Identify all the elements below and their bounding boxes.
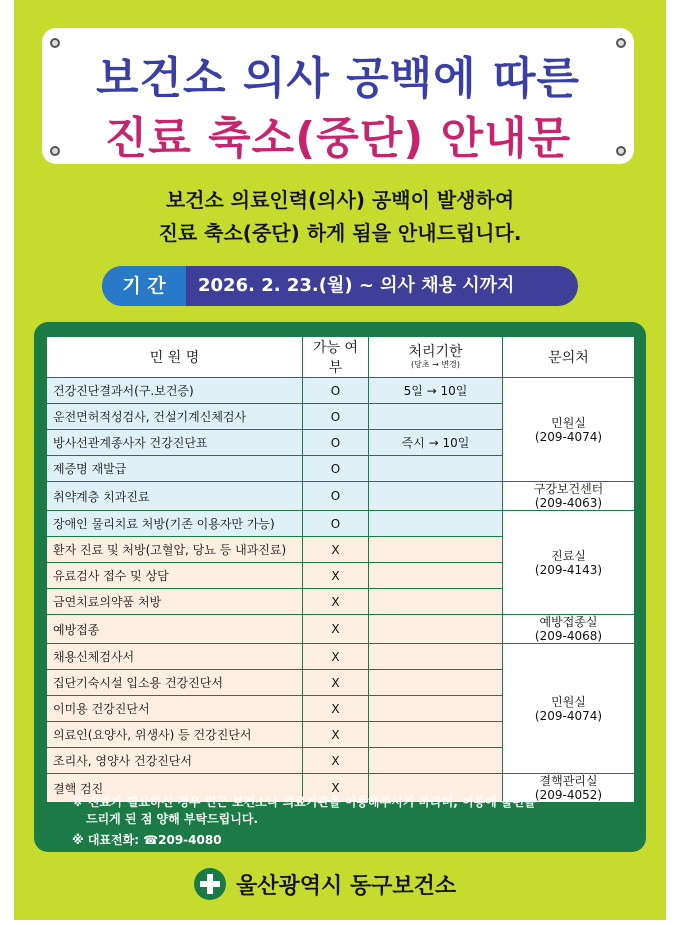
- row-availability: X: [303, 563, 369, 589]
- header-availability: 가능 여부: [303, 337, 369, 378]
- footer: [194, 866, 456, 902]
- row-availability: O: [303, 456, 369, 482]
- period-value: 2026. 2. 23.(월) ~ 의사 채용 시까지: [198, 275, 515, 296]
- header-deadline-main: 처리기한: [408, 344, 463, 360]
- intro-line-2: 진료 축소(중단) 하게 됨을 안내드립니다.: [158, 221, 522, 245]
- row-name: 금연치료의약품 처방: [47, 589, 303, 615]
- contact-cell: [503, 615, 635, 644]
- row-deadline: [369, 563, 503, 589]
- row-name: 건강진단결과서(구.보건증): [47, 378, 303, 404]
- row-availability: X: [303, 722, 369, 748]
- notes: [72, 794, 632, 849]
- row-deadline: [369, 589, 503, 615]
- contact-tel: (209-4074): [534, 708, 603, 723]
- contact-cell: [503, 378, 635, 482]
- contact-dept: 민원실: [551, 694, 586, 709]
- row-availability: X: [303, 774, 369, 803]
- note-line-1: ※ 진료가 필요하신 경우 인근 보건소나 의료기관을 이용해주시기 바라며, 이용에 불편을: [72, 795, 536, 809]
- contact-tel: (209-4063): [534, 496, 603, 510]
- row-availability: X: [303, 670, 369, 696]
- row-name: 예방접종: [47, 615, 303, 644]
- header-name: 민 원 명: [47, 337, 303, 378]
- row-deadline: [369, 404, 503, 430]
- row-name: 의료인(요양사, 위생사) 등 건강진단서: [47, 722, 303, 748]
- notice-poster: [14, 0, 666, 920]
- header-deadline: [369, 337, 503, 378]
- health-center-logo-icon: [194, 868, 226, 900]
- header-deadline-sub: (당초 → 변경): [411, 360, 460, 369]
- row-name: 채용신체검사서: [47, 644, 303, 670]
- table-row: [47, 644, 635, 670]
- period-banner: [102, 266, 578, 306]
- table-header-row: [47, 337, 635, 378]
- row-deadline: [369, 456, 503, 482]
- service-table: [46, 336, 635, 803]
- row-name: 장애인 물리치료 처방(기존 이용자만 가능): [47, 511, 303, 537]
- contact-dept: 예방접종실: [539, 615, 598, 629]
- row-name: 취약계층 치과진료: [47, 482, 303, 511]
- row-name: 제증명 재발급: [47, 456, 303, 482]
- contact-dept: 결핵관리실: [539, 774, 598, 788]
- row-availability: O: [303, 378, 369, 404]
- row-deadline: [369, 644, 503, 670]
- row-deadline: [369, 722, 503, 748]
- row-availability: X: [303, 615, 369, 644]
- row-deadline: [369, 537, 503, 563]
- row-deadline: 5일 → 10일: [369, 378, 503, 404]
- contact-cell: [503, 482, 635, 511]
- title-line-1: 보건소 의사 공백에 따른: [96, 53, 580, 104]
- row-name: 이미용 건강진단서: [47, 696, 303, 722]
- contact-cell: [503, 511, 635, 615]
- row-deadline: [369, 748, 503, 774]
- table-row: [47, 378, 635, 404]
- table-row: [47, 511, 635, 537]
- note-line-2: 드리게 된 점 양해 부탁드립니다.: [86, 812, 258, 826]
- table-row: [47, 482, 635, 511]
- row-name: 유료검사 접수 및 상담: [47, 563, 303, 589]
- note-phone: ※ 대표전화: ☎209-4080: [72, 833, 222, 847]
- row-name: 방사선관계종사자 건강진단표: [47, 430, 303, 456]
- row-name: 운전면허적성검사, 건설기계신체검사: [47, 404, 303, 430]
- contact-tel: (209-4068): [534, 629, 603, 643]
- row-availability: O: [303, 482, 369, 511]
- row-deadline: 즉시 → 10일: [369, 430, 503, 456]
- row-availability: X: [303, 644, 369, 670]
- row-name: 조리사, 영양사 건강진단서: [47, 748, 303, 774]
- row-deadline: [369, 511, 503, 537]
- row-name: 환자 진료 및 처방(고혈압, 당뇨 등 내과진료): [47, 537, 303, 563]
- title-line-2: 진료 축소(중단) 안내문: [104, 113, 572, 164]
- contact-tel: (209-4052): [534, 788, 603, 802]
- row-availability: O: [303, 511, 369, 537]
- row-availability: X: [303, 589, 369, 615]
- row-availability: X: [303, 537, 369, 563]
- row-availability: O: [303, 404, 369, 430]
- contact-dept: 진료실: [551, 548, 586, 563]
- table-row: [47, 615, 635, 644]
- org-name: 울산광역시 동구보건소: [236, 873, 457, 899]
- intro-line-1: 보건소 의료인력(의사) 공백이 발생하여: [165, 188, 515, 212]
- contact-tel: (209-4143): [534, 562, 603, 577]
- header-contact: 문의처: [503, 337, 635, 378]
- row-name: 집단기숙시설 입소용 건강진단서: [47, 670, 303, 696]
- row-availability: O: [303, 430, 369, 456]
- period-label: 기 간: [102, 266, 186, 306]
- contact-tel: (209-4074): [534, 429, 603, 444]
- row-name: 결핵 검진: [47, 774, 303, 803]
- row-deadline: [369, 670, 503, 696]
- row-availability: X: [303, 748, 369, 774]
- title-box: [42, 28, 634, 164]
- row-deadline: [369, 615, 503, 644]
- contact-cell: [503, 644, 635, 774]
- contact-dept: 민원실: [551, 415, 586, 430]
- row-deadline: [369, 482, 503, 511]
- contact-dept: 구강보건센터: [533, 482, 604, 496]
- row-deadline: [369, 696, 503, 722]
- row-availability: X: [303, 696, 369, 722]
- service-table-panel: [34, 322, 646, 852]
